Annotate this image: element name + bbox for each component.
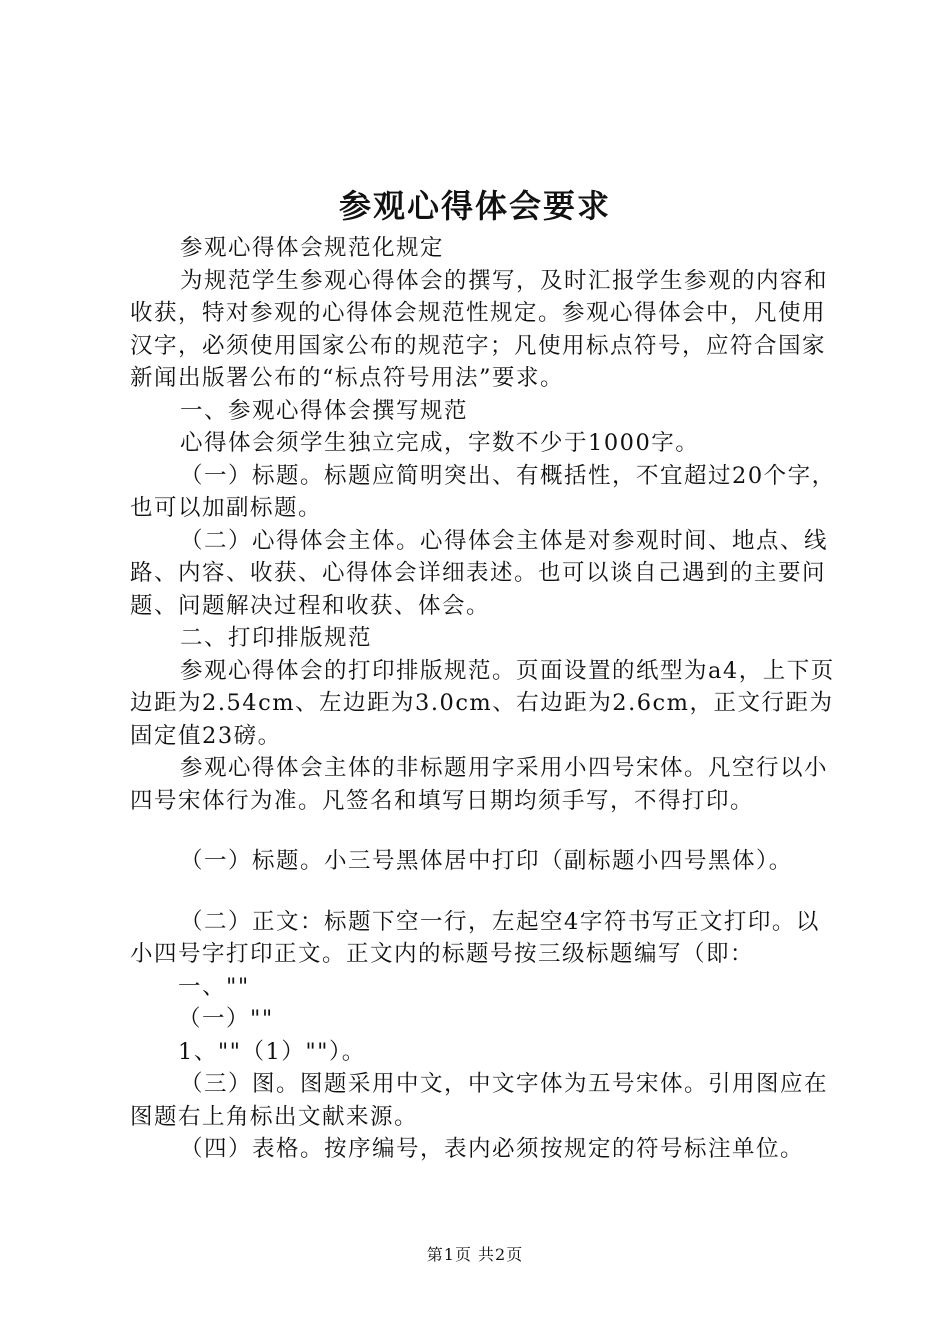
paragraph-table-rule: （四）表格。按序编号，表内必须按规定的符号标注单位。 bbox=[180, 1136, 805, 1162]
document-title: 参观心得体会要求 bbox=[338, 187, 611, 225]
heading-level-2-example: （一）"" bbox=[178, 1006, 274, 1032]
paragraph-intro: 为规范学生参观心得体会的撰写，及时汇报学生参观的内容和收获，特对参观的心得体会规范性规定。参观心得体会中，凡使用汉字，必须使用国家公布的规范字；凡使用标点符号，应符合国家新闻出版署公布的“标点符号用法”要求。 bbox=[130, 267, 829, 391]
paragraph-text-print: （二）正文：标题下空一行，左起空4字符书写正文打印。以小四号字打印正文。正文内的标题号按三级标题编写（即： bbox=[130, 908, 820, 967]
paragraph-page-setup: 参观心得体会的打印排版规范。页面设置的纸型为a4，上下页边距为2.54cm、左边距为3.0cm、右边距为2.6cm，正文行距为固定值23磅。 bbox=[130, 657, 835, 749]
paragraph-title-print: （一）标题。小三号黑体居中打印（副标题小四号黑体）。 bbox=[180, 848, 793, 874]
paragraph-font-rule: 参观心得体会主体的非标题用字采用小四号宋体。凡空行以小四号宋体行为准。凡签名和填写日期均须手写，不得打印。 bbox=[130, 755, 829, 814]
paragraph-body-rule: （二）心得体会主体。心得体会主体是对参观时间、地点、线路、内容、收获、心得体会详细表述。也可以谈自己遇到的主要问题、问题解决过程和收获、体会。 bbox=[130, 527, 829, 619]
paragraph-figure-rule: （三）图。图题采用中文，中文字体为五号宋体。引用图应在图题右上角标出文献来源。 bbox=[130, 1071, 829, 1130]
document-body bbox=[130, 232, 840, 1166]
section-heading-writing: 一、参观心得体会撰写规范 bbox=[180, 397, 469, 424]
paragraph-title-rule: （一）标题。标题应简明突出、有概括性，不宜超过20个字，也可以加副标题。 bbox=[130, 462, 836, 521]
page-number-footer: 第1页 共2页 bbox=[426, 1245, 524, 1264]
heading-level-3-example: 1、""（1）""）。 bbox=[178, 1038, 366, 1065]
paragraph-word-count: 心得体会须学生独立完成，字数不少于1000字。 bbox=[180, 430, 700, 456]
heading-level-1-example: 一、"" bbox=[178, 973, 250, 1000]
section-heading-layout: 二、打印排版规范 bbox=[180, 625, 373, 651]
paragraph-subtitle: 参观心得体会规范化规定 bbox=[180, 235, 445, 261]
